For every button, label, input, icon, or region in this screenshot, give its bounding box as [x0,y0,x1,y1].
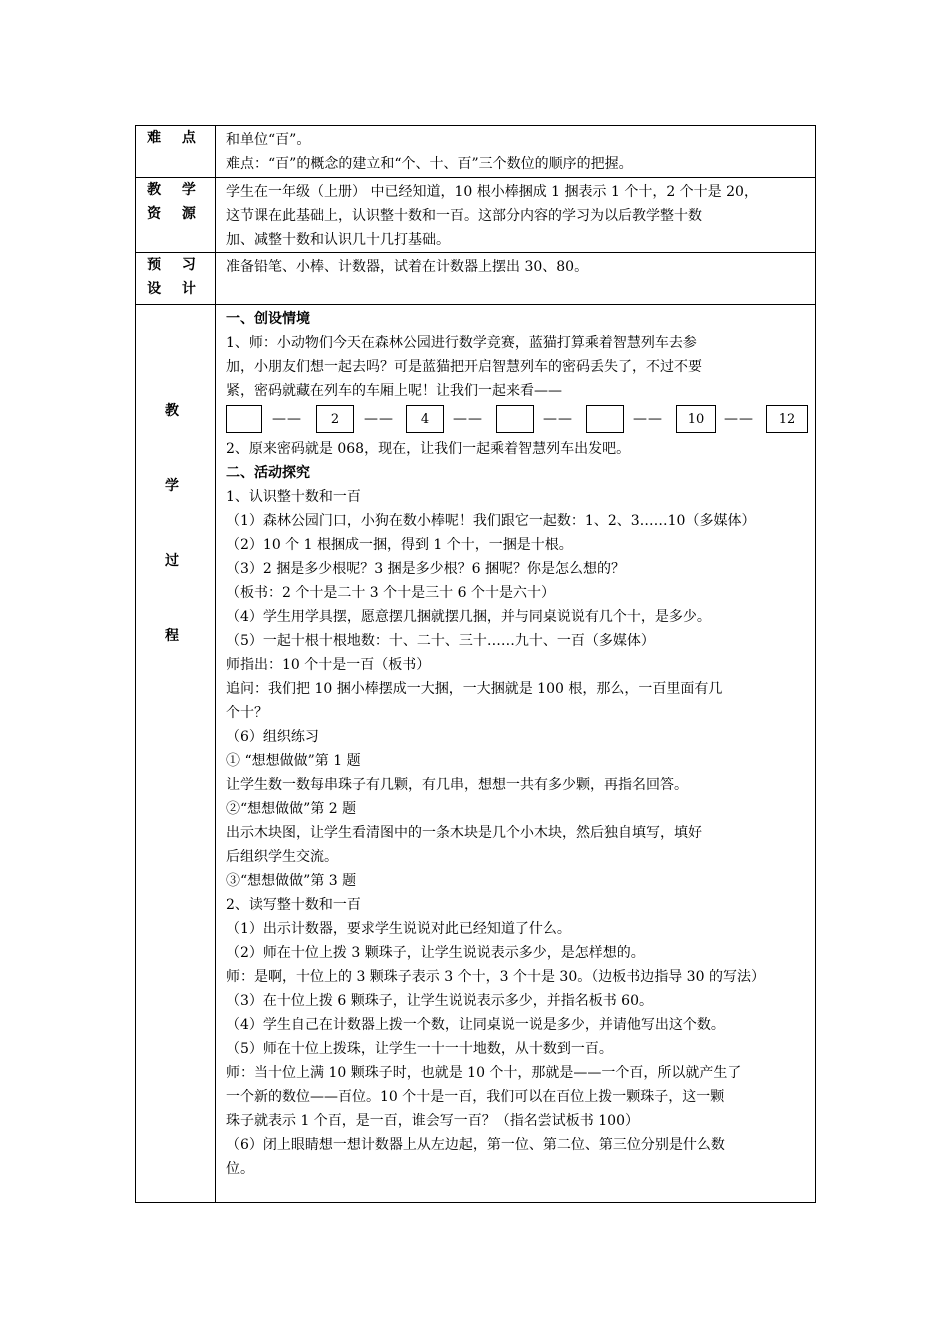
process-line: （3）在十位上拨 6 颗珠子，让学生说说表示多少，并指名板书 60。 [226,993,653,1009]
label-preview-line: 设 计 [147,281,204,297]
process-line: 追问：我们把 10 捆小棒摆成一大捆，一大捆就是 100 根，那么，一百里面有几 [226,681,723,697]
process-line: （1）出示计数器，要求学生说说对此已经知道了什么。 [226,921,571,937]
label-resources-line: 教 学 [147,182,204,198]
process-line: 紧，密码就藏在列车的车厢上呢！让我们一起来看—— [226,383,562,399]
process-line: 2、原来密码就是 068，现在，让我们一起乘着智慧列车出发吧。 [226,441,631,457]
label-preview-line: 预 习 [147,257,204,273]
label-process-char: 教 [165,403,187,419]
label-difficulty [136,126,216,178]
password-box [586,405,624,433]
row-preview [136,253,816,305]
process-line: 师：当十位上满 10 颗珠子时，也就是 10 个十，那就是——一个百，所以就产生了 [226,1065,742,1081]
process-line: （5）一起十根十根地数：十、二十、三十……九十、一百（多媒体） [226,633,655,649]
process-line: （4）学生用学具摆，愿意摆几捆就摆几捆，并与同桌说说有几个十，是多少。 [226,609,711,625]
content-difficulty [216,126,816,178]
process-line: （1）森林公园门口，小狗在数小棒呢！我们跟它一起数：1、2、3……10（多媒体） [226,513,756,529]
process-line: 2、读写整十数和一百 [226,897,361,913]
password-box-row [226,403,815,437]
resources-line: 这节课在此基础上，认识整十数和一百。这部分内容的学习为以后教学整十数 [226,208,702,224]
content-resources [216,178,816,253]
process-line: ① “想想做做”第 1 题 [226,753,361,769]
difficulty-line: 和单位“百”。 [226,132,311,148]
process-line: ②“想想做做”第 2 题 [226,801,357,817]
process-line: 位。 [226,1161,254,1177]
process-line: （2）10 个 1 根捆成一捆，得到 1 个十，一捆是十根。 [226,537,573,553]
section-heading: 二、活动探究 [226,465,310,481]
process-line: 加，小朋友们想一起去吗？可是蓝猫把开启智慧列车的密码丢失了，不过不要 [226,359,702,375]
password-dash: —— [633,411,663,427]
process-line: 个十？ [226,705,268,721]
lesson-plan-table [135,125,816,1203]
process-line: （6）闭上眼睛想一想计数器上从左边起，第一位、第二位、第三位分别是什么数 [226,1137,725,1153]
process-line: 师：是啊，十位上的 3 颗珠子表示 3 个十，3 个十是 30。（边板书边指导 30 的写法） [226,969,765,985]
password-box: 2 [316,405,354,433]
label-resources-line: 资 源 [147,206,204,222]
process-line: ③“想想做做”第 3 题 [226,873,357,889]
label-resources [136,178,216,253]
process-line: （2）师在十位上拨 3 颗珠子，让学生说说表示多少，是怎样想的。 [226,945,645,961]
password-box: 12 [766,405,808,433]
password-dash: —— [272,411,302,427]
content-preview [216,253,816,305]
password-box: 10 [676,405,716,433]
resources-line: 加、减整十数和认识几十几打基础。 [226,232,450,248]
resources-line: 学生在一年级（上册） 中已经知道，10 根小棒捆成 1 捆表示 1 个十，2 个十是 20， [226,184,758,200]
process-line: （5）师在十位上拨珠，让学生一十一十地数，从十数到一百。 [226,1041,613,1057]
row-difficulty [136,126,816,178]
label-difficulty-text: 难 点 [147,130,204,146]
process-line: 珠子就表示 1 个百，是一百，谁会写一百？（指名尝试板书 100） [226,1113,639,1129]
process-line: （4）学生自己在计数器上拨一个数，让同桌说一说是多少，并请他写出这个数。 [226,1017,725,1033]
password-dash: —— [453,411,483,427]
label-process-char: 学 [165,478,187,494]
process-line: 1、师：小动物们今天在森林公园进行数学竞赛，蓝猫打算乘着智慧列车去参 [226,335,697,351]
label-process-char: 过 [165,553,187,569]
section-heading: 一、创设情境 [226,311,310,327]
label-preview [136,253,216,305]
process-line: 1、认识整十数和一百 [226,489,361,505]
process-line: （6）组织练习 [226,729,319,745]
process-line: 一个新的数位——百位。10 个十是一百，我们可以在百位上拨一颗珠子，这一颗 [226,1089,725,1105]
process-line: （板书：2 个十是二十 3 个十是三十 6 个十是六十） [226,585,555,601]
preview-line: 准备铅笔、小棒、计数器，试着在计数器上摆出 30、80。 [226,259,589,275]
password-box [496,405,534,433]
label-process-char: 程 [165,628,187,644]
process-line: 师指出：10 个十是一百（板书） [226,657,431,673]
password-dash: —— [543,411,573,427]
password-dash: —— [724,411,754,427]
password-box [226,405,262,433]
process-line: （3）2 捆是多少根呢？3 捆是多少根？6 捆呢？你是怎么想的？ [226,561,625,577]
content-process [216,305,816,1203]
process-line: 让学生数一数每串珠子有几颗，有几串，想想一共有多少颗，再指名回答。 [226,777,688,793]
row-process [136,305,816,1203]
label-process [136,305,216,1203]
process-line: 出示木块图，让学生看清图中的一条木块是几个小木块，然后独自填写，填好 [226,825,702,841]
password-box: 4 [406,405,444,433]
row-resources [136,178,816,253]
process-line: 后组织学生交流。 [226,849,338,865]
password-dash: —— [364,411,394,427]
difficulty-line: 难点：“百”的概念的建立和“个、十、百”三个数位的顺序的把握。 [226,156,633,172]
